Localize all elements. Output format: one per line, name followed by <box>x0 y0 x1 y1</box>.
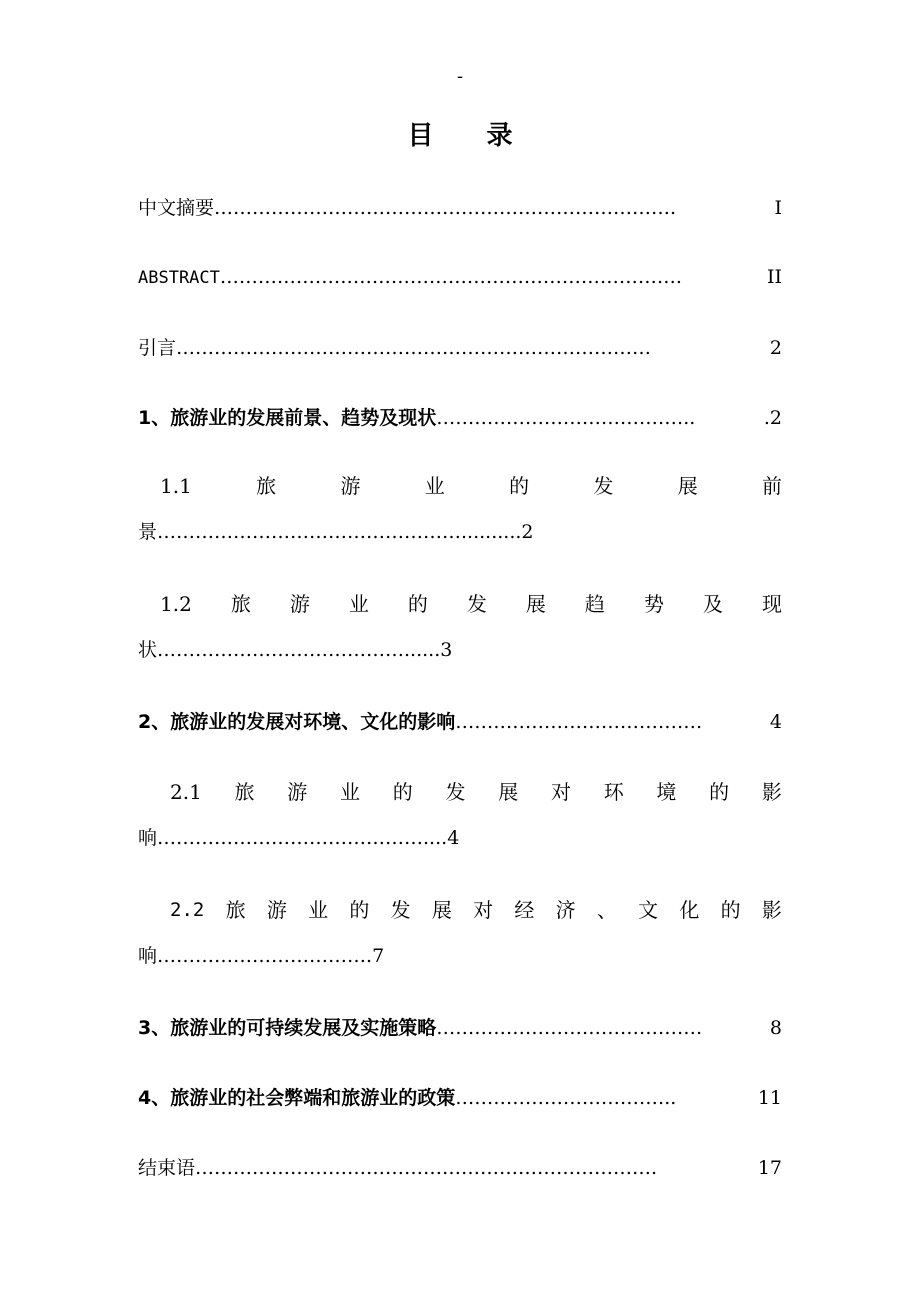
toc-entry-label-cont: 响 <box>138 827 158 849</box>
toc-entry-label-cont: 景 <box>138 521 158 543</box>
toc-page-number: 8 <box>769 1017 782 1039</box>
toc-char: 游 <box>287 780 308 804</box>
toc-char: 对 <box>550 780 571 804</box>
toc-leader-dots: ………………………………………………………………. <box>219 266 682 288</box>
toc-entry-label-spread <box>138 778 782 806</box>
toc-entry-label-spread <box>138 590 782 618</box>
toc-section-number: 1.1 <box>160 474 192 498</box>
toc-leader-dots: ………………………………… <box>455 711 703 733</box>
toc-entry-chapter-1[interactable] <box>138 404 782 432</box>
toc-char: 趋 <box>584 592 605 616</box>
toc-char: 环 <box>603 780 624 804</box>
toc-char: 发 <box>466 592 487 616</box>
toc-char: 影 <box>761 780 782 804</box>
toc-page-number: 17 <box>757 1157 782 1179</box>
toc-char: 文 <box>638 898 659 922</box>
toc-leader-dots: ………………………………………………………………. <box>214 197 677 219</box>
toc-char: 的 <box>392 780 413 804</box>
toc-char: 旅 <box>234 780 255 804</box>
toc-char: 发 <box>390 898 411 922</box>
toc-char: 游 <box>340 474 361 498</box>
toc-char: 、 <box>596 898 617 922</box>
toc-char: 前 <box>762 474 782 498</box>
toc-char: 的 <box>349 898 370 922</box>
toc-entry-introduction[interactable] <box>138 334 782 362</box>
toc-leader-dots: ……………………………. <box>157 945 373 967</box>
toc-entry-label: 结束语 <box>138 1157 196 1179</box>
toc-leader-dots: ………………………………….. <box>436 407 696 429</box>
toc-leader-dots: ………………………………………….......... <box>157 521 522 543</box>
toc-page-number: 4 <box>769 711 782 733</box>
toc-entry-label: 引言 <box>138 337 177 359</box>
toc-entry-section-1-1[interactable] <box>138 472 782 552</box>
toc-entry-label-cont: 响 <box>138 945 158 967</box>
toc-entry-label: 中文摘要 <box>138 197 215 219</box>
toc-char: 的 <box>509 474 530 498</box>
toc-char: 旅 <box>230 592 251 616</box>
toc-entry-label-spread <box>138 472 782 500</box>
toc-char: 对 <box>473 898 494 922</box>
toc-entry-section-2-1[interactable] <box>138 778 782 858</box>
toc-entry-label-cont: 状 <box>138 639 158 661</box>
toc-section-number: 2.1 <box>170 780 202 804</box>
toc-char: 的 <box>720 898 741 922</box>
toc-leader-dots: ………………………………………………………………… <box>176 337 652 359</box>
toc-page-number: 2 <box>521 521 534 543</box>
toc-entry-abstract-cn[interactable] <box>138 194 782 222</box>
toc-char: 影 <box>761 898 782 922</box>
toc-page-number: 11 <box>757 1087 782 1109</box>
toc-char: 发 <box>445 780 466 804</box>
toc-leader-dots: …………………………………….... <box>157 827 448 849</box>
toc-leader-dots: …………………………….. <box>455 1087 677 1109</box>
toc-char: 展 <box>498 780 519 804</box>
toc-entry-conclusion[interactable] <box>138 1154 782 1182</box>
toc-page-number: 4 <box>447 827 460 849</box>
toc-page-number: 7 <box>372 945 385 967</box>
toc-page-number: 3 <box>440 639 453 661</box>
toc-char: 旅 <box>225 898 246 922</box>
toc-entry-section-1-2[interactable] <box>138 590 782 670</box>
toc-char: 游 <box>266 898 287 922</box>
toc-leader-dots: …………………………………...... <box>157 639 441 661</box>
toc-char: 业 <box>424 474 445 498</box>
toc-page-number: 2 <box>769 337 782 359</box>
toc-section-number: 2.2 <box>170 899 205 921</box>
toc-entry-label: 1、旅游业的发展前景、趋势及现状 <box>138 407 437 429</box>
toc-char: 境 <box>656 780 677 804</box>
toc-entry-chapter-2[interactable] <box>138 708 782 736</box>
toc-entry-label: 2、旅游业的发展对环境、文化的影响 <box>138 711 456 733</box>
toc-page-number: .2 <box>763 407 782 429</box>
toc-entry-label: 3、旅游业的可持续发展及实施策略 <box>138 1017 437 1039</box>
toc-char: 现 <box>761 592 782 616</box>
toc-entry-label: 4、旅游业的社会弊端和旅游业的政策 <box>138 1087 456 1109</box>
toc-char: 及 <box>702 592 723 616</box>
toc-char: 济 <box>555 898 576 922</box>
toc-leader-dots: …………………………………… <box>436 1017 703 1039</box>
toc-char: 业 <box>348 592 369 616</box>
toc-entry-section-2-2[interactable] <box>138 896 782 976</box>
toc-entry-label-spread <box>138 896 782 924</box>
toc-char: 游 <box>289 592 310 616</box>
toc-entry-chapter-4[interactable] <box>138 1084 782 1112</box>
toc-title: 目 录 <box>407 121 535 151</box>
toc-entry-abstract-en[interactable] <box>138 263 782 292</box>
toc-entry-label: ABSTRACT <box>138 268 220 288</box>
toc-page-number: II <box>766 266 782 288</box>
toc-char: 业 <box>308 898 329 922</box>
toc-char: 展 <box>525 592 546 616</box>
toc-char: 旅 <box>256 474 277 498</box>
toc-char: 的 <box>407 592 428 616</box>
toc-entry-chapter-3[interactable] <box>138 1014 782 1042</box>
toc-char: 势 <box>643 592 664 616</box>
toc-char: 展 <box>677 474 698 498</box>
toc-page-number: Ⅰ <box>774 197 782 219</box>
toc-char: 展 <box>431 898 452 922</box>
toc-char: 的 <box>709 780 730 804</box>
toc-section-number: 1.2 <box>160 592 192 616</box>
toc-char: 经 <box>514 898 535 922</box>
page-mark: - <box>456 66 464 87</box>
toc-char: 化 <box>679 898 700 922</box>
toc-leader-dots: ………………………………………………………………. <box>195 1157 658 1179</box>
toc-char: 业 <box>340 780 361 804</box>
toc-char: 发 <box>593 474 614 498</box>
